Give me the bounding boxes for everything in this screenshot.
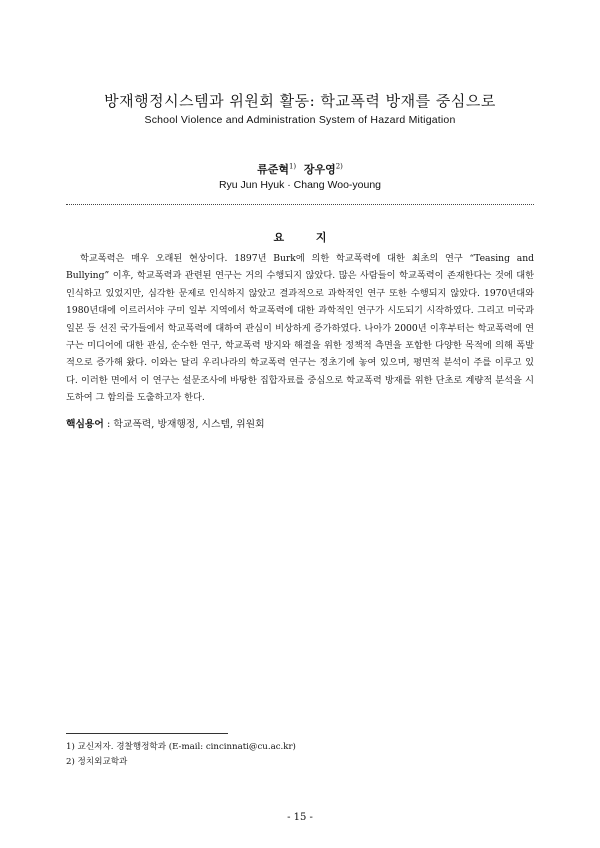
footnote-rule xyxy=(66,733,228,734)
authors-korean xyxy=(0,161,600,177)
keywords-list: 학교폭력, 방재행정, 시스템, 위원회 xyxy=(113,419,265,430)
authors-english: Ryu Jun Hyuk · Chang Woo-young xyxy=(218,179,382,191)
keywords-separator: : xyxy=(103,419,114,430)
author-1-name: 류준혁 xyxy=(257,163,289,176)
abstract-body xyxy=(66,250,534,407)
author-1-footnote-mark: 1) xyxy=(288,162,297,171)
abstract-heading: 요 지 xyxy=(273,231,341,244)
author-2-footnote-mark: 2) xyxy=(335,162,343,171)
paper-title-english: School Violence and Administration System of Hazard Mitigation xyxy=(144,114,456,126)
keywords xyxy=(66,416,265,430)
abstract-paragraph: 학교폭력은 매우 오래된 현상이다. 1897년 Burk에 의한 학교폭력에 대한 최초의 연구 “Teasing and Bullying” 이후, 학교폭력과 관련된 연구는 거의 수행되지 않았다. 많은 사람들이 학교폭력이 존재한다는 것에 대한 인식하고 있었지만, 심각한 문제로 인식하지 않았고 결과적으로 과학적인 연구 또한 수행되지 않았다. 1970년대와 1980년대에 이르러서야 구미 일부 지역에서 학교폭력에 대한 과학적인 연구가 시도되기 시작하였다. 그리고 미국과 일본 등 선진 국가들에서 학교폭력에 대하여 관심이 비상하게 증가하였다. 나아가 2000년 이후부터는 학교폭력에 연구는 미디어에 대한 관심, 순수한 연구, 학교폭력 방지와 해결을 위한 정책적 측면을 포함한 다양한 목적에 의해 폭발적으로 증가해 왔다. 이와는 달리 우리나라의 학교폭력 연구는 정초기에 놓여 있으며, 평면적 분석이 주를 이루고 있다. 이러한 면에서 이 연구는 설문조사에 바탕한 집합자료를 중심으로 학교폭력 방재를 위한 단초로 계량적 분석을 시도하여 그 함의를 도출하고자 한다. xyxy=(66,253,534,404)
footnote-1: 1) 교신저자. 경찰행정학과 (E-mail: cincinnati@cu.ac.kr) xyxy=(66,742,296,752)
keywords-label: 핵심용어 xyxy=(66,419,104,430)
page-number: - 15 - xyxy=(287,812,313,823)
author-2-name: 장우영 xyxy=(303,163,336,176)
paper-title-korean: 방재행정시스템과 위원회 활동: 학교폭력 방재를 중심으로 xyxy=(104,92,496,110)
footnote-2: 2) 정치외교학과 xyxy=(66,757,128,767)
dotted-divider xyxy=(66,204,534,205)
